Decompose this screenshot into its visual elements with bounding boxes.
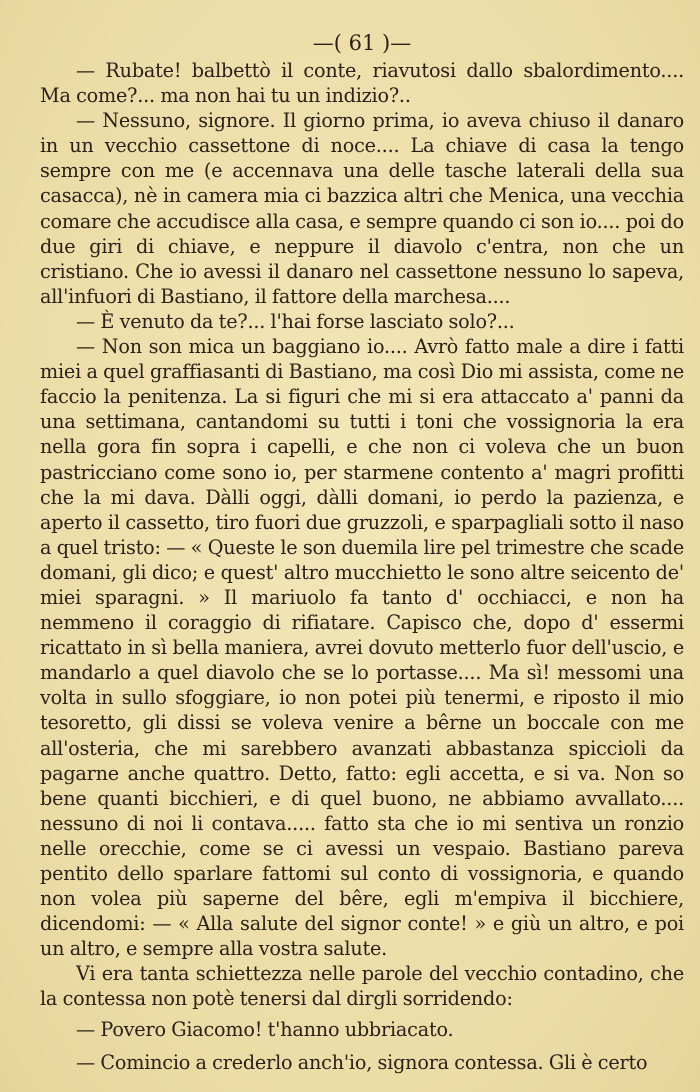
paragraph: Vi era tanta schiettezza nelle parole del vecchio contadino, che la contessa non potè tenersi dal dirgli sorridendo:	[40, 962, 684, 1011]
paragraph: — Povero Giacomo! t'hanno ubbriacato.	[76, 1017, 454, 1041]
paragraph: — È venuto da te?... l'hai forse lasciato solo?...	[76, 309, 515, 333]
paragraph: — Nessuno, signore. Il giorno prima, io aveva chiuso il danaro in un vecchio cassettone di noce.... La chiave di casa la tengo sempre con me (e accennava una delle tasche laterali della sua casacca), nè in camera mia ci bazzica altri che Menica, una vecchia comare che accudisce alla casa, e sempre quando ci son io.... poi do due giri di chiave, e neppure il diavolo c'entra, non che un cristiano. Che io avessi il danaro nel cassettone nessuno lo sapeva, all'infuori di Bastiano, il fattore della marchesa....	[40, 109, 684, 308]
paragraph: — Rubate! balbettò il conte, riavutosi dallo sbalordimento.... Ma come?... ma non hai tu un indizio?..	[40, 59, 684, 108]
paragraph: — Non son mica un baggiano io.... Avrò fatto male a dire i fatti miei a quel graffiasanti di Bastiano, ma così Dio mi assista, come ne faccio la penitenza. La si figuri che mi si era attaccato a' panni da una settimana, cantandomi su tutti i toni che vossignoria la era nella gora fin sopra i capelli, e che non ci voleva che un buon pastricciano come sono io, per starmene contento a' magri profitti che la mi dava. Dàlli oggi, dàlli domani, io perdo la pazienza, e aperto il cassetto, tiro fuori due gruzzoli, e sparpagliali sotto il naso a quel tristo: — « Queste le son duemila lire pel trimestre che scade domani, gli dico; e quest' altro mucchietto le sono altre seicento de' miei sparagni. » Il mariuolo fa tanto d' occhiacci, e non ha nemmeno il coraggio di rifiatare. Capisco che, dopo d' essermi ricattato in sì bella maniera, avrei dovuto metterlo fuor dell'uscio, e mandarlo a quel diavolo che se lo portasse.... Ma sì! messomi una volta in sullo sfoggiare, io non potei più tenermi, e riposto il mio tesoretto, gli dissi se voleva venire a bêrne un boccale con me all'osteria, che mi sarebbero avanzati abbastanza spiccioli da pagarne anche quattro. Detto, fatto: egli accetta, e si va. Non so bene quanti bicchieri, e di quel buono, ne abbiamo avvallato.... nessuno di noi li contava..... fatto sta che io mi sentiva un ronzio nelle orecchie, come se ci avessi un vespaio. Bastiano pareva pentito dello sparlare fattomi sul conto di vossignoria, e quando non volea più saperne del bêre, egli m'empiva il bicchiere, dicendomi: — « Alla salute del signor conte! » e giù un altro, e poi un altro, e sempre alla vostra salute.	[40, 335, 684, 961]
paragraph: — Comincio a crederlo anch'io, signora contessa. Gli è certo	[76, 1050, 648, 1074]
text-body	[40, 58, 684, 1075]
page-number: —( 61 )—	[312, 31, 412, 55]
